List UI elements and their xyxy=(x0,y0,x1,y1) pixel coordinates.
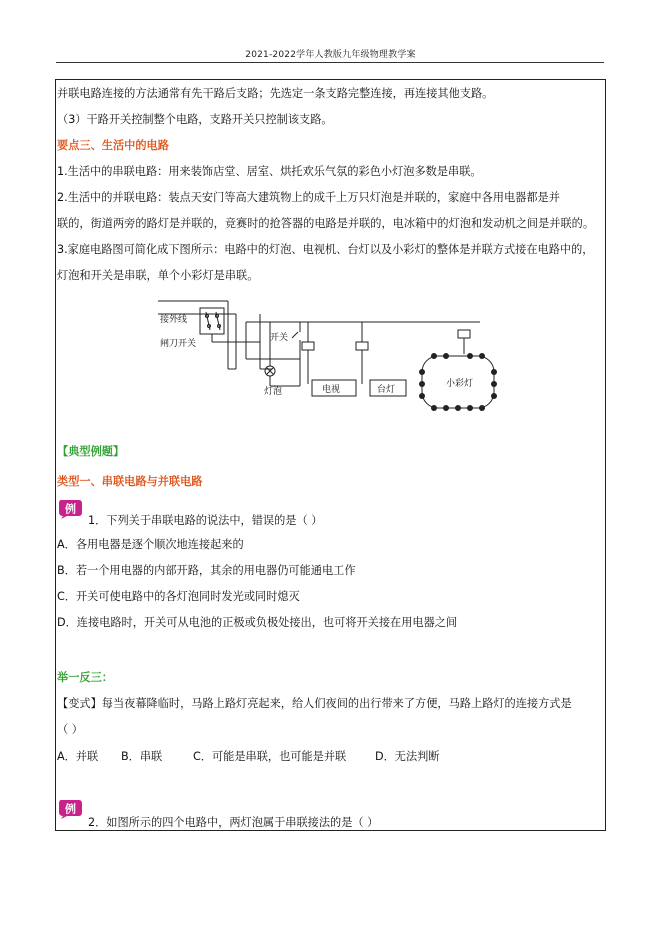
variant-option-a: A．并联 xyxy=(57,750,99,763)
diagram-label-bulb: 灯泡 xyxy=(264,387,283,397)
type1-title: 类型一、串联电路与并联电路 xyxy=(57,475,203,488)
examples-title: 【典型例题】 xyxy=(57,445,125,458)
paragraph-parallel-life-line2: 联的，街道两旁的路灯是并联的，竞赛时的抢答器的电路是并联的，电冰箱中的灯泡和发动机之间是并联的。 xyxy=(57,217,595,230)
variant-option-d: D．无法判断 xyxy=(375,750,440,763)
q1-option-c: C．开关可使电路中的各灯泡同时发光或同时熄灭 xyxy=(57,590,300,603)
example-badge-text: 例 xyxy=(65,502,76,516)
diagram-label-lamp: 台灯 xyxy=(377,385,396,395)
diagram-label-string-lights: 小彩灯 xyxy=(446,379,474,389)
practice-title: 举一反三： xyxy=(57,671,113,684)
paragraph-home-circuit-line1: 3.家庭电路图可简化成下图所示：电路中的灯泡、电视机、台灯以及小彩灯的整体是并联方式接在电路中的， xyxy=(57,243,594,256)
diagram-label-knife-switch: 闸刀开关 xyxy=(160,339,197,349)
diagram-label-switch: 开关 xyxy=(270,333,289,343)
variant-option-b: B．串联 xyxy=(121,750,163,763)
example-badge-icon xyxy=(57,798,83,820)
question-1: 1．下列关于串联电路的说法中，错误的是（ ） xyxy=(88,514,323,527)
variant-question-line1: 【变式】每当夜幕降临时，马路上路灯亮起来，给人们夜间的出行带来了方便，马路上路灯的连接方式是 xyxy=(57,697,572,710)
page-header-title: 2021-2022学年人教版九年级物理教学案 xyxy=(245,50,416,60)
section-title-life-circuits: 要点三、生活中的电路 xyxy=(57,139,169,152)
diagram-label-tv: 电视 xyxy=(322,385,341,395)
example-badge-text: 例 xyxy=(65,802,76,816)
paragraph-parallel-method: 并联电路连接的方法通常有先干路后支路；先选定一条支路完整连接，再连接其他支路。 xyxy=(57,87,494,100)
q1-option-a: A．各用电器是逐个顺次地连接起来的 xyxy=(57,538,244,551)
paragraph-parallel-life-line1: 2.生活中的并联电路：装点天安门等高大建筑物上的成千上万只灯泡是并联的，家庭中各用电器都是并 xyxy=(57,191,560,204)
paragraph-series-life: 1.生活中的串联电路：用来装饰店堂、居室、烘托欢乐气氛的彩色小灯泡多数是串联。 xyxy=(57,165,482,178)
q1-option-d: D．连接电路时，开关可从电池的正极或负极处接出，也可将开关接在用电器之间 xyxy=(57,616,458,629)
diagram-label-supply: 接外线 xyxy=(160,315,188,325)
q1-option-b: B．若一个用电器的内部开路，其余的用电器仍可能通电工作 xyxy=(57,564,356,577)
paragraph-switch-control: （3）干路开关控制整个电路，支路开关只控制该支路。 xyxy=(57,113,333,126)
variant-option-c: C．可能是串联，也可能是并联 xyxy=(193,750,347,763)
paragraph-home-circuit-line2: 灯泡和开关是串联，单个小彩灯是串联。 xyxy=(57,269,259,282)
variant-question-line2: （ ） xyxy=(57,723,83,736)
question-2: 2．如图所示的四个电路中，两灯泡属于串联接法的是（ ） xyxy=(88,816,379,829)
home-circuit-diagram xyxy=(150,294,510,414)
header-divider xyxy=(56,62,604,63)
example-badge-icon xyxy=(57,498,83,520)
